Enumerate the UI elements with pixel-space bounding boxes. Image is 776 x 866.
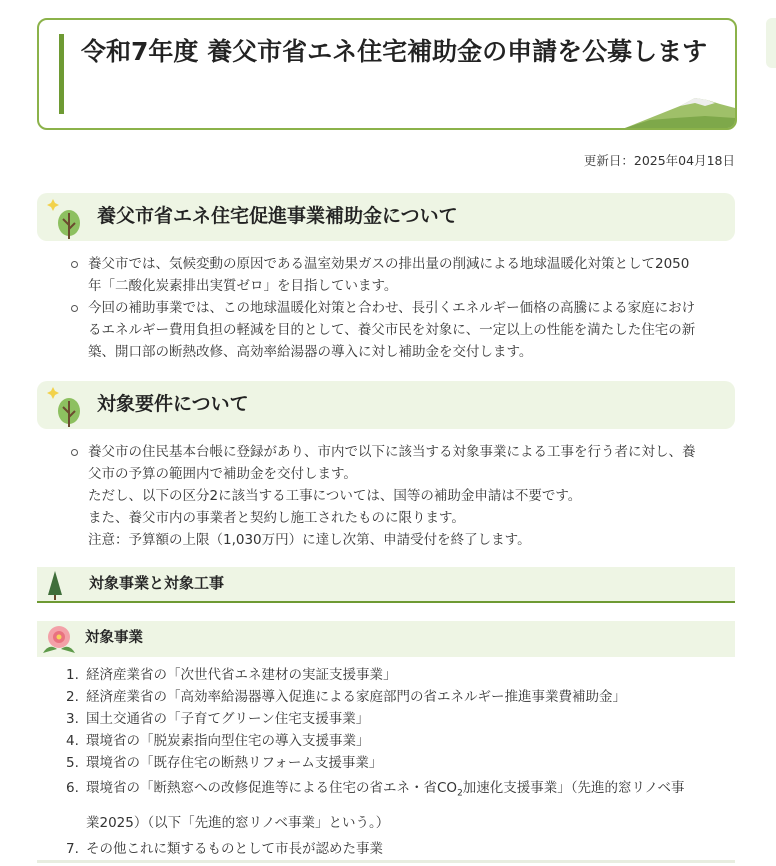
target-projects-list — [56, 664, 738, 860]
page-title: 令和7年度 養父市省エネ住宅補助金の申請を公募します — [81, 37, 708, 66]
section-heading-projects-works-text: 対象事業と対象工事 — [89, 574, 225, 592]
list-item: 養父市の住民基本台帳に登録があり、市内で以下に該当する対象事業による工事を行う者に対し、養 父市の予算の範囲内で補助金を交付します。 ただし、以下の区分2に該当する工事については、国等の補助金申請は不要です。 また、養父市内の事業者と契約し施工されたものに限ります。 注意：予算額の上限（1,030万円）に達し次第、申請受付を終了します。 — [56, 441, 738, 551]
page-title-box — [37, 18, 737, 130]
section-heading-subsidy — [37, 193, 735, 241]
tree-icon — [45, 197, 85, 241]
list-item: 2. 経済産業省の「高効率給湯器導入促進による家庭部門の省エネルギー推進事業費補助金」 — [66, 689, 626, 705]
section-heading-requirements — [37, 381, 735, 429]
list-item: 7. その他これに類するものとして市長が認めた事業 — [66, 840, 383, 857]
list-item: 1. 経済産業省の「次世代省エネ建材の実証支援事業」 — [66, 667, 397, 683]
section-heading-projects-works — [37, 567, 735, 603]
section-heading-target-projects — [37, 621, 735, 657]
section-heading-subsidy-text: 養父市省エネ住宅促進事業補助金について — [97, 205, 458, 227]
updated-date: 更新日：2025年04月18日 — [583, 153, 735, 168]
side-tab[interactable] — [766, 18, 776, 68]
list-item: 今回の補助事業では、この地球温暖化対策と合わせ、長引くエネルギー価格の高騰による家庭におけ るエネルギー費用負担の軽減を目的として、養父市民を対象に、一定以上の性能を満たした住宅の新 築、開口部の断熱改修、高効率給湯器の導入に対し補助金を交付します。 — [56, 297, 738, 363]
mountain-illustration — [625, 94, 735, 128]
list-item: 養父市では、気候変動の原因である温室効果ガスの排出量の削減による地球温暖化対策として2050 年「二酸化炭素排出実質ゼロ」を目指しています。 — [56, 253, 738, 297]
list-item: 6. 環境省の「断熱窓への改修促進等による住宅の省エネ・省$CO_2$加速化支援事業」（先進的窓リノベ事 業2025）（以下「先進的窓リノベ事業」という。） — [66, 780, 685, 831]
section-heading-requirements-text: 対象要件について — [97, 393, 249, 415]
section-divider — [37, 860, 735, 863]
list-item: 5. 環境省の「既存住宅の断熱リフォーム支援事業」 — [66, 755, 383, 771]
subsidy-description-list — [56, 253, 738, 363]
pine-tree-icon — [45, 569, 65, 601]
requirements-list — [56, 441, 738, 551]
list-item: 4. 環境省の「脱炭素指向型住宅の導入支援事業」 — [66, 733, 370, 749]
list-item: 3. 国土交通省の「子育てグリーン住宅支援事業」 — [66, 711, 370, 727]
section-heading-target-projects-text: 対象事業 — [85, 630, 143, 646]
title-accent-bar — [59, 34, 64, 114]
tree-icon — [45, 385, 85, 429]
flower-icon — [39, 621, 79, 657]
